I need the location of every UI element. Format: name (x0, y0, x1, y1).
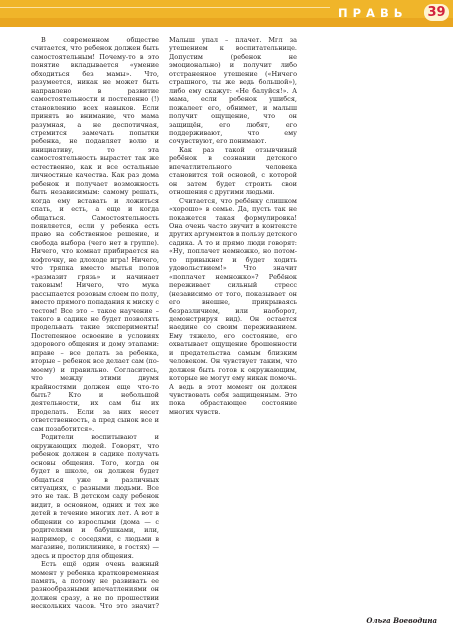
article-paragraph: В современном обществе считается, что ребенок должен быть самостоятельным! Почему-то в это понятие вкладывается «умение обходиться без мамы». Что, разумеется, никак не может быть направлено в развитие самостоятельности и постепенно (!) становлению всех навыков. Если принять во внимание, что мама разумная, а не деспотичная, стремится замечать попытки ребенка, не подавляет волю и инициативу, то эта самостоятельность вырастет так же естественно, как и все остальные личностные качества. Как раз дома ребенок и получает возможность быть независимым: самому решать, когда ему вставать и ложиться спать, и есть, а еще и когда общаться. Самостоятельность появляется, если у ребенка есть право на собственное решение, и свобода выбора (чего нет в группе). Ничего, что комнат прибирается на кофточку, не длоходе игра! Ничего, что тряпка вместо мытья полов «размазит грязь» и начинает таковым! Ничего, что мука рассыпается розовым слоем по полу, вместо прямого попадания к миску с тестом! Все это – такое научение – такого в садике не будет позволять продельвать такие эксперименты! Постепенное освоение в условиях здорового общения и дому этапами: вправе – все делать за ребенка, вторые – ребенок все делает сам (по-моему) и правильно. Согласитесь, что между этими двумя крайностями должен еще что-то быть? Кто и небольшой деятельности, их сам бы их проделать. Если за них несет ответственность, а пред сынок все и сам позаботится». (31, 36, 159, 433)
header-rule (0, 7, 330, 8)
page-header (0, 0, 453, 27)
section-title: ПРАВЬ (338, 6, 408, 20)
article-paragraph: Родители воспитывают и окружающих людей. Говорят, что ребенок должен в садике получать основы общения. Того, когда он будет в школе, он должен будет общаться уже в различных ситуациях, с разными людьми. Все это не так. В детском саду ребенок видит, в основном, одних и тех же детей в течение многих лет. А вот в общении со взрослыми (дома — с родителями и бабушками, или, например, с соседями, с людьми в магазине, поликлинике, в гостях) — здесь и простор для общения. (31, 433, 159, 560)
article-author: Ольга Воеводина (366, 616, 437, 625)
article-paragraph: Есть ещё один очень важный момент у ребенка кратковременная память, а потому не развивать ее разнообразными впечатлениями он должен сразу, а не по прошествии нескольких часов. Что это значит? Малыш упал – плачет. Мгл за утешением к воспитательнице. Допустим (ребенок не эмоционально) и получит либо отстраненное утешение («Ничего страшного, ты же ведь большой»), либо ему скажут: «Не балуйся!». А мама, если ребенок ушибся, пожалеет его, обнимет, и малыш получит ощущение, что он защищён, его любят, его поддерживают, что ему сочувствуют, его понимают. (31, 36, 297, 611)
article-paragraph: Считается, что ребёнку слишком «хорошо» в семье. Да, пусть так не покажется такая формулировка! Она очень часто звучит в контексте других аргументов в пользу детского садика. А то и прямо люди говорят: «Ну, поплачет немножко, но потом-то привыкнет и будет ходить удовольствием!» Что значит «поплачет немножко»? Ребёнок переживает сильный стресс (независимо от того, показывает он его внешне, прикрываясь безразличием, или наоборот, демонстрируя вид). Он остается наедине со своим переживанием. Ему тяжело, его состояние, его охватывает ощущение брошенности и предательства самым близким человеком. Он чувствует таким, что должен быть готов к окружающим, которые не могут ему никак помочь. А ведь в этот момент он должен чувствовать себя защищенным. Это пока обрастающее состояние многих чувств. (169, 196, 297, 416)
article-paragraph: Как раз такой отзывчивый ребёнок в сознании детского впечатлительного человека становится той основой, с которой он затем будет строить свои отношения с другими людьми. (169, 145, 297, 197)
article-body (31, 36, 435, 616)
page-number: 39 (424, 4, 449, 21)
